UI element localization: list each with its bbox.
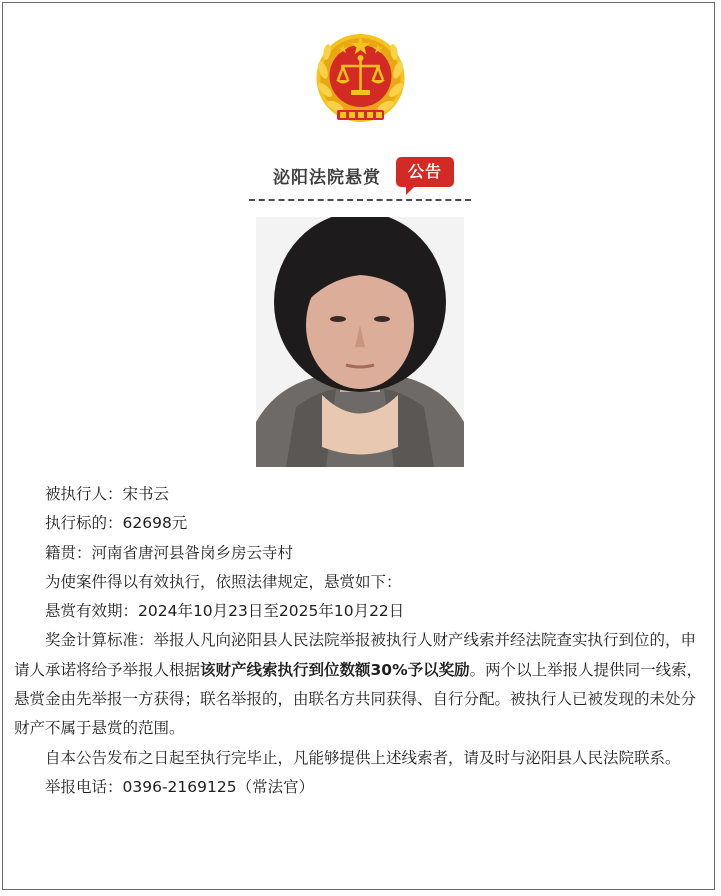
- court-emblem-icon: [313, 30, 408, 130]
- notice-badge: 公告: [396, 157, 454, 187]
- validity-period: 悬赏有效期：2024年10月23日至2025年10月22日: [45, 602, 405, 621]
- header-divider: [249, 199, 471, 201]
- native-place: 籍贯：河南省唐河县昝岗乡房云寺村: [45, 543, 294, 562]
- closing-text: 自本公告发布之日起至执行完毕止，凡能够提供上述线索者，请及时与泌阳县人民法院联系。: [45, 748, 681, 767]
- page-title: 泌阳法院悬赏: [273, 168, 381, 188]
- notice-body: [14, 480, 706, 802]
- reward-highlight: 该财产线索执行到位数额30%予以奖励: [200, 660, 470, 679]
- debtor-name: 被执行人：宋书云: [45, 485, 170, 503]
- reward-text-part2: 。两个以上举报人提供同一线索，悬赏金由先举报一方获得；联名举报的，由联名方共同获得、自行分配。被执行人已被发现的未处分财产不属于悬赏的范围。: [14, 660, 703, 738]
- contact-phone: 举报电话：0396-2169125（常法官）: [45, 777, 315, 796]
- notice-header: [247, 157, 473, 197]
- reward-text-part1: 奖金计算标准：举报人凡向泌阳县人民法院举报被执行人财产线索并经法院查实执行到位的，申请人承诺将给予举报人根据: [14, 631, 697, 679]
- person-photo: [256, 217, 464, 467]
- intro-text: 为使案件得以有效执行，依照法律规定，悬赏如下：: [45, 572, 402, 591]
- badge-tail-icon: [406, 186, 415, 195]
- reward-standard: [14, 626, 706, 743]
- enforcement-amount: 执行标的：62698元: [45, 514, 188, 533]
